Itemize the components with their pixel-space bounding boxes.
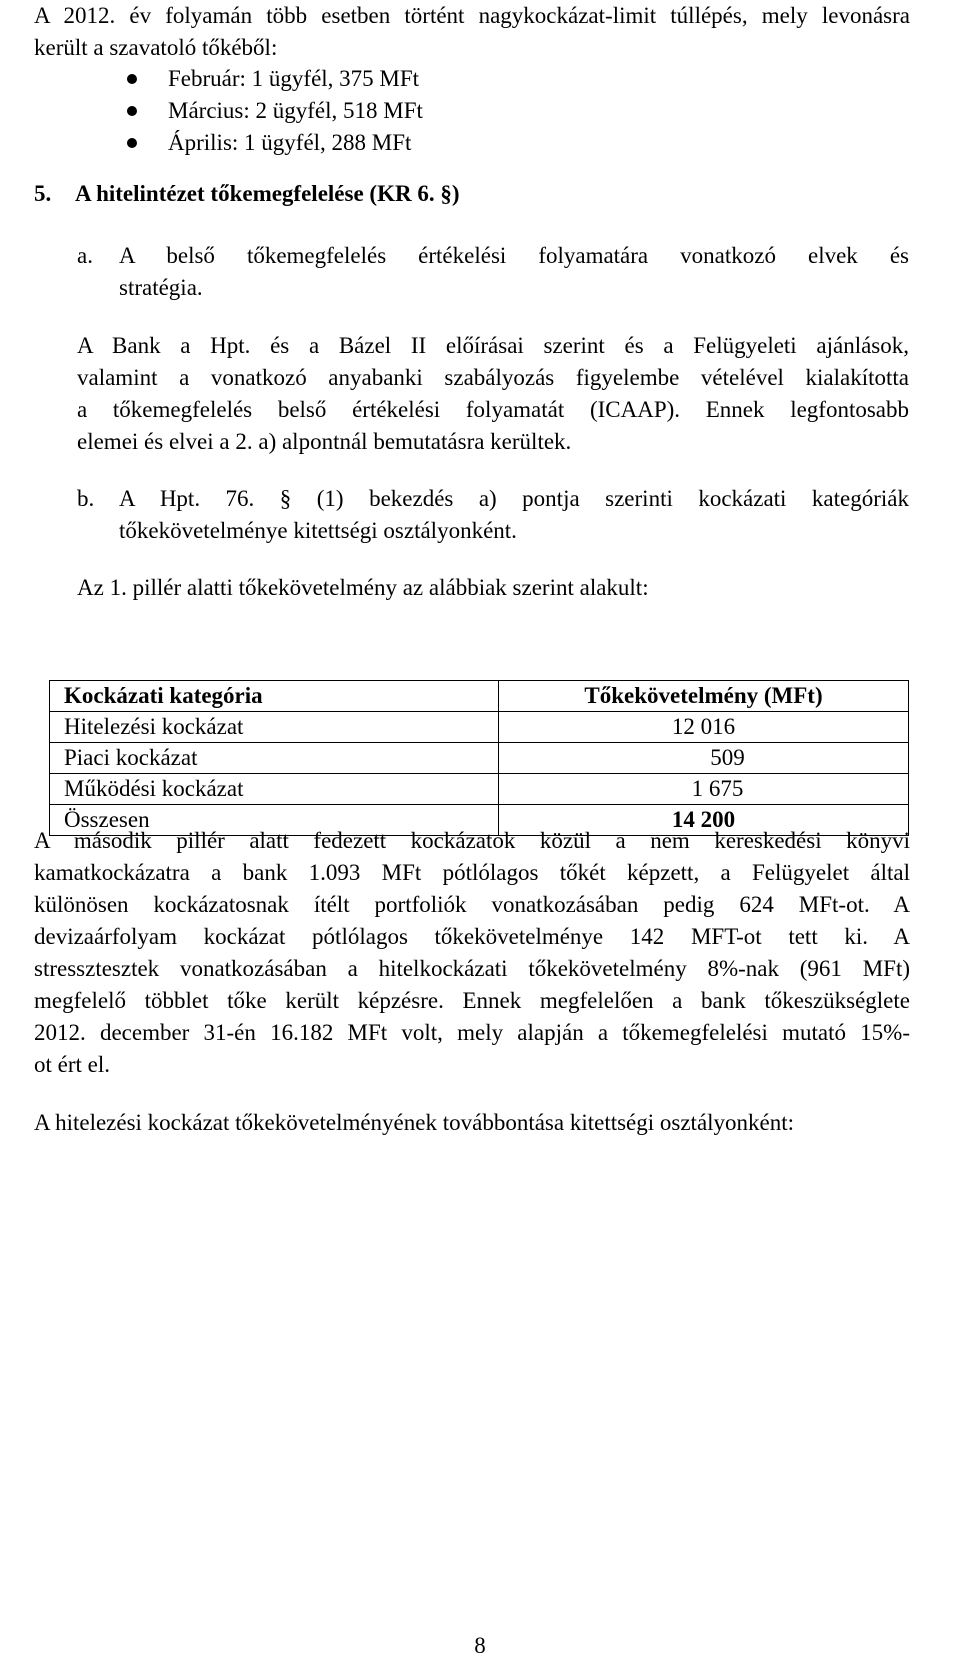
pillar2-line-1: A második pillér alatt fedezett kockázatok közül a nem kereskedési könyvi [34, 828, 910, 853]
total-category: Összesen [50, 805, 499, 836]
pillar2-line-3: különösen kockázatosnak ítélt portfoliók vonatkozásában pedig 624 MFt-ot. A [34, 892, 910, 917]
header-category: Kockázati kategória [50, 681, 499, 712]
pillar2-line-4: devizaárfolyam kockázat pótlólagos tőkekövetelménye 142 MFT-ot tett ki. A [34, 924, 910, 949]
row-category: Hitelezési kockázat [50, 712, 499, 743]
intro-line-1: A 2012. év folyamán több esetben történt nagykockázat-limit túllépés, mely levonásra [34, 3, 910, 28]
closing-line: A hitelezési kockázat tőkekövetelményének továbbontása kitettségi osztályonként: [34, 1110, 795, 1135]
sub-a-marker: a. [77, 243, 93, 268]
table-row [50, 743, 909, 774]
sub-a-line-1: A belső tőkemegfelelés értékelési folyamatára vonatkozó elvek és [119, 243, 909, 268]
pillar2-line-7: 2012. december 31-én 16.182 MFt volt, mely alapján a tőkemegfelelési mutató 15%- [34, 1020, 910, 1045]
section-5-number: 5. [34, 181, 52, 206]
row-value: 12 016 [499, 712, 909, 743]
para-a-line-1: A Bank a Hpt. és a Bázel II előírásai szerint és a Felügyeleti ajánlások, [77, 333, 909, 358]
row-category: Piaci kockázat [50, 743, 499, 774]
capital-requirement-table [49, 680, 909, 836]
pillar2-line-6: megfelelő többlet tőke került képzésre. Ennek megfelelően a bank tőkeszükséglete [34, 988, 910, 1013]
para-a-line-2: valamint a vonatkozó anyabanki szabályozás figyelembe vételével kialakította [77, 365, 909, 390]
page-number: 8 [474, 1633, 486, 1658]
row-value: 1 675 [499, 774, 909, 805]
pillar2-line-2: kamatkockázatra a bank 1.093 MFt pótlólagos tőkét képzett, a Felügyelet által [34, 860, 910, 885]
bullet-icon [127, 74, 137, 84]
para-a-line-3: a tőkemegfelelés belső értékelési folyamatát (ICAAP). Ennek legfontosabb [77, 397, 909, 422]
pillar2-line-8: ot ért el. [34, 1052, 110, 1077]
table-row [50, 712, 909, 743]
para-a-line-4: elemei és elvei a 2. a) alpontnál bemutatásra kerültek. [77, 429, 572, 454]
sub-a-line-2: stratégia. [119, 275, 203, 300]
table-row [50, 774, 909, 805]
bullet-item-februar: Február: 1 ügyfél, 375 MFt [168, 66, 420, 91]
bullet-icon [127, 106, 137, 116]
sub-b-line-1: A Hpt. 76. § (1) bekezdés a) pontja szerinti kockázati kategóriák [119, 486, 909, 511]
table-header-row [50, 681, 909, 712]
sub-b-marker: b. [77, 486, 95, 511]
sub-b-line-2: tőkekövetelménye kitettségi osztályonként. [119, 518, 517, 543]
row-value: 509 [499, 743, 909, 774]
section-5-title: A hitelintézet tőkemegfelelése (KR 6. §) [75, 181, 460, 206]
pillar-intro: Az 1. pillér alatti tőkekövetelmény az alábbiak szerint alakult: [77, 575, 649, 600]
header-requirement: Tőkekövetelmény (MFt) [499, 681, 909, 712]
bullet-item-marcius: Március: 2 ügyfél, 518 MFt [168, 98, 423, 123]
intro-line-2: került a szavatoló tőkéből: [34, 35, 278, 60]
bullet-icon [127, 138, 137, 148]
pillar2-line-5: stressztesztek vonatkozásában a hitelkockázati tőkekövetelmény 8%-nak (961 MFt) [34, 956, 910, 981]
total-value: 14 200 [499, 805, 909, 836]
row-category: Működési kockázat [50, 774, 499, 805]
bullet-item-aprilis: Április: 1 ügyfél, 288 MFt [168, 130, 412, 155]
